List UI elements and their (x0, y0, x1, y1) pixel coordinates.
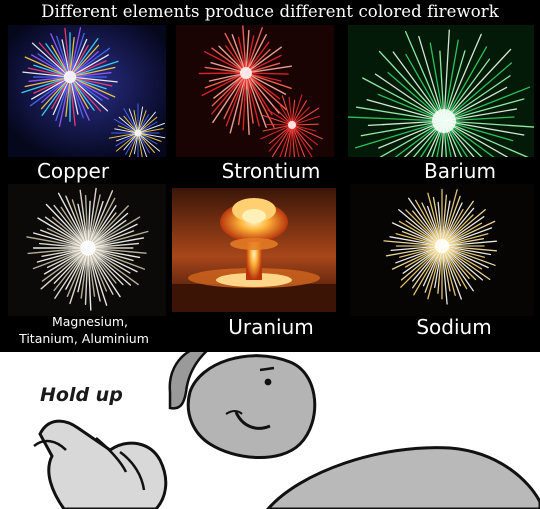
sodium-label: Sodium (416, 315, 492, 339)
strontium-firework-image (176, 25, 334, 157)
red-firework-icon (176, 25, 334, 157)
sodium-firework-image (350, 184, 534, 316)
uranium-label: Uranium (228, 315, 314, 339)
barium-firework-image (348, 25, 534, 157)
barium-label: Barium (424, 159, 496, 183)
copper-label: Copper (36, 159, 110, 183)
multicolor-firework-icon (8, 25, 166, 157)
magnesium-firework-image (8, 184, 166, 316)
hold-up-cartoon-icon (0, 352, 540, 509)
magnesium-label-line2: Titanium, Aluminium (19, 331, 149, 346)
mushroom-cloud-icon (172, 188, 336, 312)
green-firework-icon (348, 25, 534, 157)
hold-up-caption: Hold up (40, 384, 123, 406)
copper-firework-image (8, 25, 166, 157)
yellow-firework-icon (350, 184, 534, 316)
uranium-explosion-image (172, 188, 336, 312)
page-title: Different elements produce different colored firework (41, 2, 499, 21)
white-firework-icon (8, 184, 166, 316)
magnesium-label-line1: Magnesium, (51, 314, 129, 329)
strontium-label: Strontium (221, 159, 321, 183)
hold-up-meme-panel (0, 352, 540, 509)
